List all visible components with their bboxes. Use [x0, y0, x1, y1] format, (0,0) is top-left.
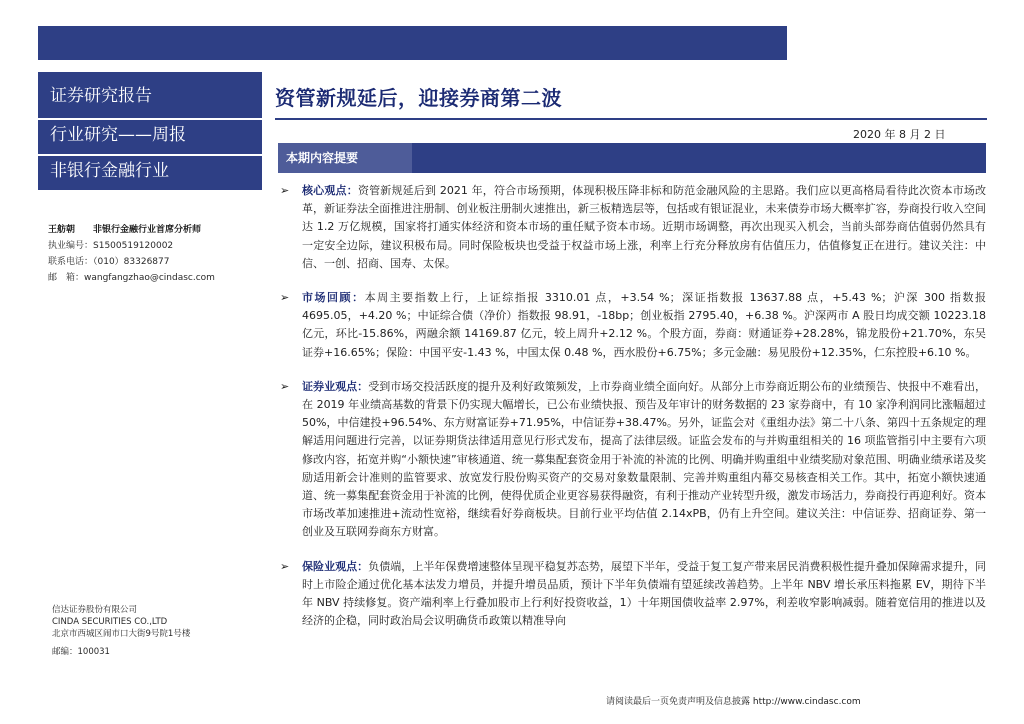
page-title: 资管新规延后，迎接券商第二波: [275, 86, 562, 110]
paragraph-lead: 保险业观点：: [302, 559, 369, 573]
analyst-email: 邮 箱：wangfangzhao@cindasc.com: [48, 273, 215, 283]
title-divider: [275, 118, 987, 120]
paragraph-text: 受到市场交投活跃度的提升及利好政策频发，上市券商业绩全面向好。从部分上市券商近期公布的业绩预告、快报中不难看出，在 2019 年业绩高基数的背景下仍实现大幅增长，已公布业绩快报、预告及年审计的财务数据的 23 家券商中，有 10 家净利润同比涨幅超过 50%，中信建投+96.54%、东方财富证券+71.95%，中信证券+38.47%。另外，证监会对《重组办法》第二十八条、第四十五条规定的理解适用问题进行完善，以证券期货法律适用意见行形式发布，提高了法律层级。证监会发布的与并购重组相关的 16 项监管指引中主要有六项修改内容，拓宽并购“小额快速”审核通道、统一募集配套资金用于补流的补流的比例、明确并购重组中业绩奖励对象范围、明确业绩承诺及奖励适用新会计准则的监管要求、放宽发行股份购买资产的交易对象数量限制、完善并购重组内幕交易核查相关工作。其中，拓宽小额快速通道、统一募集配套资金用于补流的比例，使得优质企业更容易获得融资，有利于推动产业转型升级，激发市场活力，券商投行再迎利好。资本市场改革加速推进+流动性宽裕，继续看好券商板块。目前行业平均估值 2.14xPB，仍有上升空间。建议关注：中信证券、招商证券、第一创业及互联网券商东方财富。: [302, 379, 987, 539]
report-date: 2020 年 8 月 2 日: [853, 128, 946, 141]
sidebar: [38, 72, 262, 657]
arrow-bullet-icon: ➢: [280, 291, 290, 305]
report-type-label: 证券研究报告: [38, 72, 262, 118]
summary-label: 本期内容提要: [278, 143, 412, 173]
industry-label: 非银行金融行业: [38, 156, 262, 190]
arrow-bullet-icon: ➢: [280, 559, 290, 573]
analyst-info: [48, 222, 262, 286]
company-name-en: CINDA SECURITIES CO.,LTD: [52, 617, 168, 627]
top-banner: [38, 26, 787, 60]
analyst-phone: 联系电话：（010）83326877: [48, 257, 170, 267]
analyst-title: 非银行金融行业首席分析师: [93, 225, 202, 235]
arrow-bullet-icon: ➢: [280, 184, 290, 197]
paragraph-insurance-view: [278, 558, 986, 631]
analyst-name: 王舫朝: [48, 225, 76, 235]
company-info: [52, 604, 262, 658]
summary-content: [278, 182, 986, 646]
paragraph-lead: 核心观点：: [302, 184, 358, 197]
analyst-license: 执业编号：S1500519120002: [48, 241, 174, 251]
paragraph-market-review: [278, 289, 986, 362]
paragraph-text: 负债端，上半年保费增速整体呈现平稳复苏态势，展望下半年，受益于复工复产带来居民消费积极性提升叠加保障需求提升，同时上市险企通过优化基本法发力增员，并提升增员品质，预计下半年负债端有望延续改善趋势。上半年 NBV 增长承压料拖累 EV，期待下半年 NBV 持续修复。资产端利率上行叠加股市上行利好投资收益，1）十年期国债收益率 2.97%，利差收窄影响减弱。随着宽信用的推进以及经济的企稳，同时政治局会议明确货币政策以精准导向: [302, 559, 987, 628]
paragraph-lead: 证券业观点：: [302, 379, 369, 393]
analyst-name-row: [48, 222, 262, 238]
company-postcode: 邮编：100031: [52, 647, 110, 657]
category-label: 行业研究——周报: [38, 120, 262, 154]
paragraph-lead: 市场回顾：: [302, 291, 365, 305]
paragraph-core-view: [278, 182, 986, 273]
arrow-bullet-icon: ➢: [280, 379, 290, 393]
paragraph-securities-view: [278, 378, 986, 542]
summary-header-bar: [278, 143, 986, 173]
company-name-cn: 信达证券股份有限公司: [52, 605, 138, 615]
footer-disclaimer: 请阅读最后一页免责声明及信息披露 http://www.cindasc.com: [606, 697, 861, 707]
paragraph-text: 本周主要指数上行，上证综指报 3310.01 点，+3.54 %；深证指数报 13637.88 点，+5.43 %；沪深 300 指数报 4695.05，+4.20 %；中证综合债（净价）指数报 98.91，-18bp；创业板指 2795.40，+6.38 %。沪深两市 A 股日均成交额 10223.18 亿元，环比-15.86%，两融余额 14169.87 亿元，较上周升+2.12 %。个股方面，券商：财通证券+28.28%，锦龙股份+21.70%，东吴证券+16.65%；保险：中国平安-1.43 %，中国太保 0.48 %，西水股份+6.75%；多元金融：易见股份+12.35%，仁东控股+6.10 %。: [302, 291, 987, 359]
company-address: 北京市西城区闹市口大街9号院1号楼: [52, 629, 191, 639]
paragraph-text: 资管新规延后到 2021 年，符合市场预期，体现积极压降非标和防范金融风险的主思路。我们应以更高格局看待此次资本市场改革，新证券法全面推进注册制、创业板注册制火速推出，新三板精选层等，包括或有银证混业，未来债券市场大概率扩容，券商投行收入空间达 1.2 万亿规模，国家将打通实体经济和资本市场的重任赋予资本市场。近期市场调整，再次出现买入机会，当前头部券商估值弱仍然具有一定安全边际，建议积极布局。同时保险板块也受益于权益市场上涨，利率上行充分释放房有估值压力，估值修复正在进行。建议关注：中信、一创、招商、国寿、太保。: [302, 184, 987, 270]
